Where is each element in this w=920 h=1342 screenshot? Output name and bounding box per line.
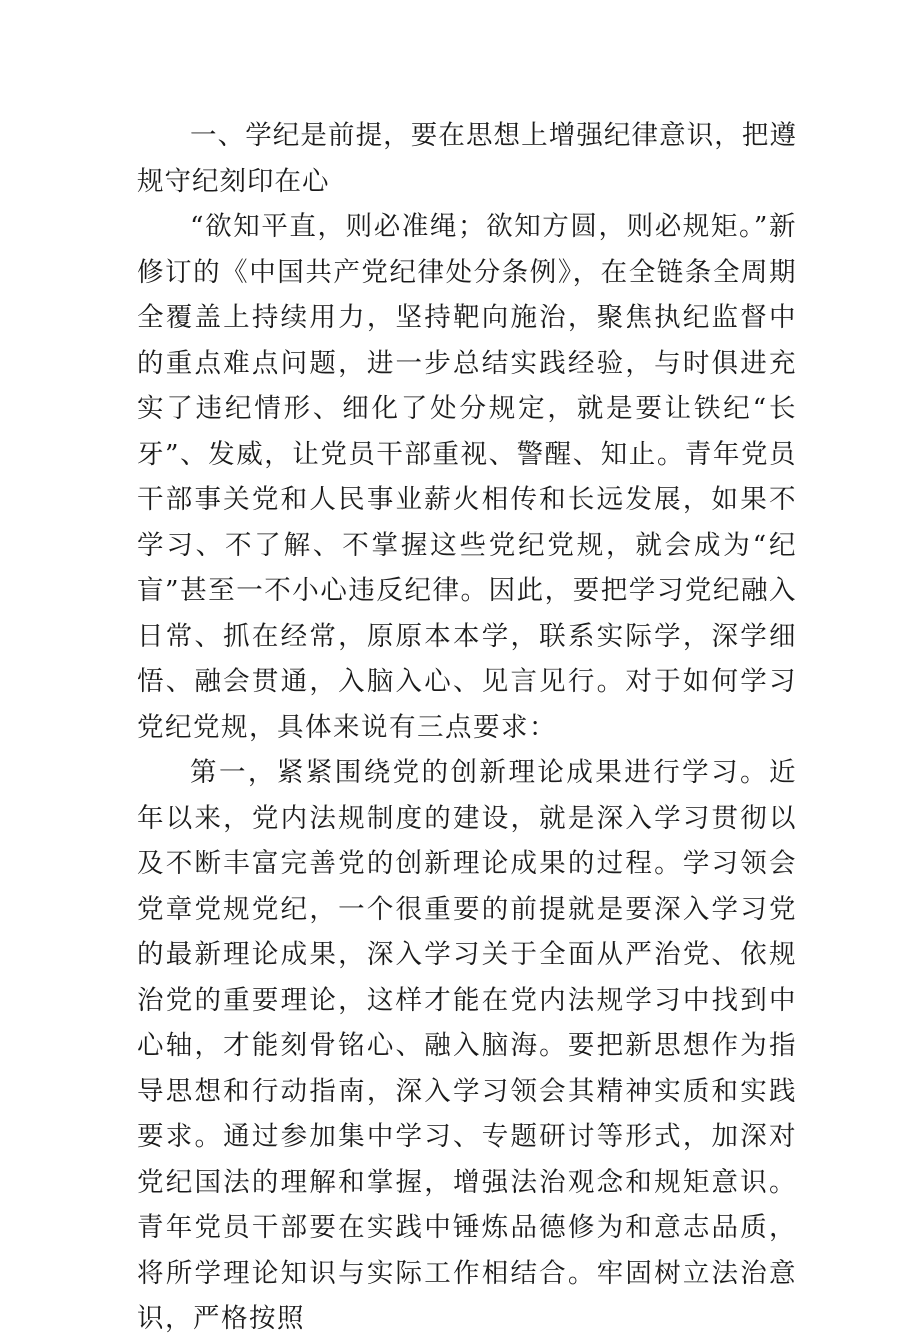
document-body [137, 113, 797, 1342]
paragraph-intro: “欲知平直，则必准绳；欲知方圆，则必规矩。”新修订的《中国共产党纪律处分条例》，在全链条全周期全覆盖上持续用力，坚持靶向施治，聚焦执纪监督中的重点难点问题，进一步总结实践经验，与时俱进充实了违纪情形、细化了处分规定，就是要让铁纪“长牙”、发威，让党员干部重视、警醒、知止。青年党员干部事关党和人民事业薪火相传和长远发展，如果不学习、不了解、不掌握这些党纪党规，就会成为“纪盲”甚至一不小心违反纪律。因此，要把学习党纪融入日常、抓在经常，原原本本学，联系实际学，深学细悟、融会贯通，入脑入心、见言见行。对于如何学习党纪党规，具体来说有三点要求： [137, 211, 797, 743]
paragraph-point-one: 第一，紧紧围绕党的创新理论成果进行学习。近年以来，党内法规制度的建设，就是深入学习贯彻以及不断丰富完善党的创新理论成果的过程。学习领会党章党规党纪，一个很重要的前提就是要深入学习党的最新理论成果，深入学习关于全面从严治党、依规治党的重要理论，这样才能在党内法规学习中找到中心轴，才能刻骨铭心、融入脑海。要把新思想作为指导思想和行动指南，深入学习领会其精神实质和实践要求。通过参加集中学习、专题研讨等形式，加深对党纪国法的理解和掌握，增强法治观念和规矩意识。青年党员干部要在实践中锤炼品德修为和意志品质，将所学理论知识与实际工作相结合。牢固树立法治意识，严格按照 [137, 757, 797, 1334]
section-heading: 一、学纪是前提，要在思想上增强纪律意识，把遵规守纪刻印在心 [137, 120, 797, 197]
